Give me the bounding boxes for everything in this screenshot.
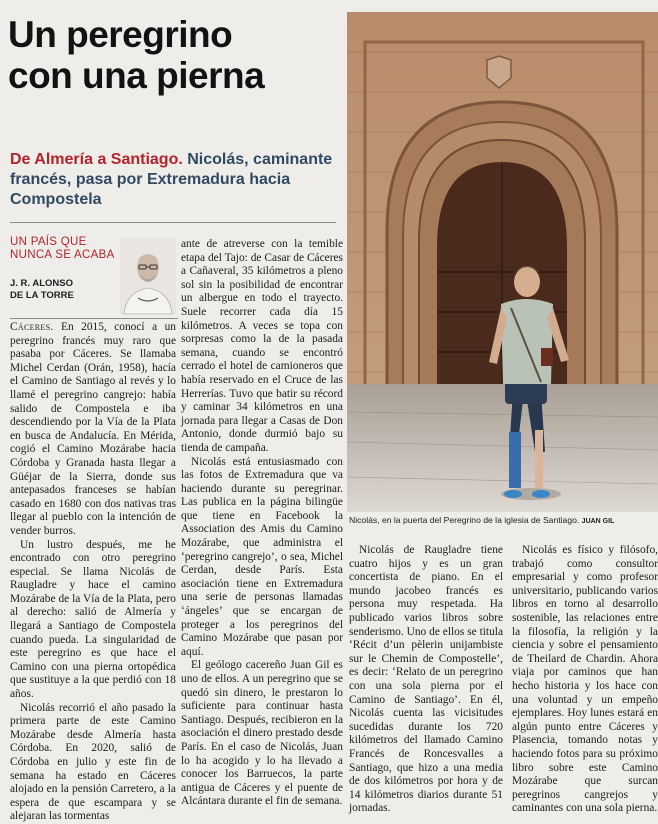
photo-credit: JUAN GIL: [581, 518, 615, 525]
body-column-3: [349, 544, 503, 815]
column-tag-line-2: NUNCA SE ACABA: [10, 249, 115, 261]
subhead-rest: Nicolás, caminante francés, pasa por Extremadura hacia Compostela: [10, 151, 333, 208]
author-rule: [10, 318, 178, 319]
headline: [8, 14, 338, 96]
church-door-illustration: [347, 12, 658, 512]
subhead: [10, 150, 340, 210]
body-column-4: [512, 544, 658, 815]
author-portrait: [120, 238, 176, 314]
subhead-red: De Almería a Santiago.: [10, 151, 183, 168]
paragraph: [10, 321, 176, 539]
headline-line-2: con una pierna: [8, 55, 265, 96]
headline-line-1: Un peregrino: [8, 14, 233, 55]
divider-rule: [10, 222, 336, 223]
photo-caption: [349, 515, 658, 527]
paragraph: Nicolás de Raugladre tiene cuatro hijos y es un gran concertista de piano. En el mundo jacobeo francés es persona muy respetada. Ha publicado varios libros sobre senderismo. Uno de ellos se titula ‘Récit d’un pèlerin unijambiste sur le Chemin de Compostelle’, es decir: ‘Relato de un peregrino con una sola pierna por el Camino de Santiago’. En él, Nicolás cuenta las vicisitudes sucedidas durante los 720 kilómetros del llamado Camino Francés de Roncesvalles a Santiago, que hizo a una media de dos kilómetros por hora y de 14 kilómetros diarios durante 51 jornadas.: [349, 544, 503, 815]
author-byline: [10, 278, 120, 302]
author-line-2: DE LA TORRE: [10, 290, 74, 301]
author-portrait-drawing: [120, 238, 176, 314]
paragraph: Nicolás es físico y filósofo, trabajó como consultor empresarial y como profesor universitario, publicando varios libros en torno al desarrollo sostenible, las relaciones entre la filosofía, la religión y la ciencia y sobre el pensamiento de Theilard de Chardin. Ahora viaja por caminos que han hecho historia y los hace con una voluntad y un empeño ejemplares. Hoy lunes estará en algún punto entre Cáceres y Plasencia, tomando notas y haciendo fotos para su próximo libro sobre este Camino Mozárabe que surcan peregrinos cangrejos y caminantes con una sola pierna.: [512, 544, 658, 815]
caption-text: Nicolás, en la puerta del Peregrino de la iglesia de Santiago.: [349, 515, 580, 525]
paragraph-text: En 2015, conocí a un peregrino francés muy raro que pasaba por Cáceres. Se llamaba Michel Cerdan (Orán, 1958), hacía el Camino de Santiago al revés y lo llamé el peregrino cangrejo: había salido de Compostela e iba descendiendo por la Vía de la Plata en busca de Andalucía. En Mérida, cogió el Camino Mozárabe hacia Córdoba y Granada hasta llegar a Güéjar de la Sierra, donde sus antepasados franceses se habían casado en 1680 con dos nativas tras llegar al pueblo con la intención de vender burros.: [10, 321, 176, 537]
paragraph: Nicolás recorrió el año pasado la primera parte de este Camino Mozárabe desde Almería hasta Córdoba. En 2020, salió de Córdoba en julio y este fin de semana ha estado en Cáceres alojado en la pensión Carretero, a la espera de que escampara y se alejaran las tormentas: [10, 701, 176, 823]
body-column-2: [181, 238, 343, 808]
church-door-photo: [347, 12, 658, 512]
paragraph: El geólogo cacereño Juan Gil es uno de ellos. A un peregrino que se quedó sin dinero, le prestaron lo suficiente para continuar hasta Santiago. Después, recibieron en la asociación el dinero prestado desde París. En el caso de Nicolás, Juan lo ha acogido y lo ha llevado a conocer los Barruecos, la parte antigua de Cáceres y el puente de Alcántara durante el fin de semana.: [181, 659, 343, 808]
dateline: Cáceres.: [10, 321, 54, 333]
paragraph: Nicolás está entusiasmado con las fotos de Extremadura que va haciendo durante su peregrinar. Las publica en la página bilingüe que tiene en Facebook la Association des Amis du Camino Mozárabe, que administra el ‘peregrino cangrejo’, o sea, Michel Cerdan, desde París. Esta asociación tiene en Extremadura una serie de personas llamadas ‘ángeles’ que se encargan de proteger a los peregrinos del Camino Mozárabe que pasan por aquí.: [181, 455, 343, 658]
paragraph: Un lustro después, me he encontrado con otro peregrino especial. Se llama Nicolás de Raugladre y hace el camino Mozárabe de la Vía de la Plata, pero al derecho: salió de Almería y llegará a Santiago de Compostela cuando pueda. La singularidad de este peregrino es que hace el Camino con una pierna ortopédica que sustituye a la que perdió con 18 años.: [10, 538, 176, 701]
column-tag: [10, 236, 120, 262]
body-column-1: [10, 321, 176, 823]
paragraph: ante de atreverse con la temible etapa del Tajo: de Casar de Cáceres a Cañaveral, 35 kilómetros a pleno sol sin la posibilidad de encontrar un albergue en todo el trayecto. Suele recorrer cada día 15 kilómetros. A veces se topa con sorpresas como la de la pasada semana, cuando se encontró cerrado el hotel de camioneros que había reservado en el Cruce de las Herrerías. Tuvo que batir su récord y caminar 34 kilómetros en una jornada para llegar a Casas de Don Antonio, donde durmió bajo su tienda de campaña.: [181, 238, 343, 454]
column-tag-line-1: UN PAÍS QUE: [10, 236, 87, 248]
author-line-1: J. R. ALONSO: [10, 278, 73, 289]
